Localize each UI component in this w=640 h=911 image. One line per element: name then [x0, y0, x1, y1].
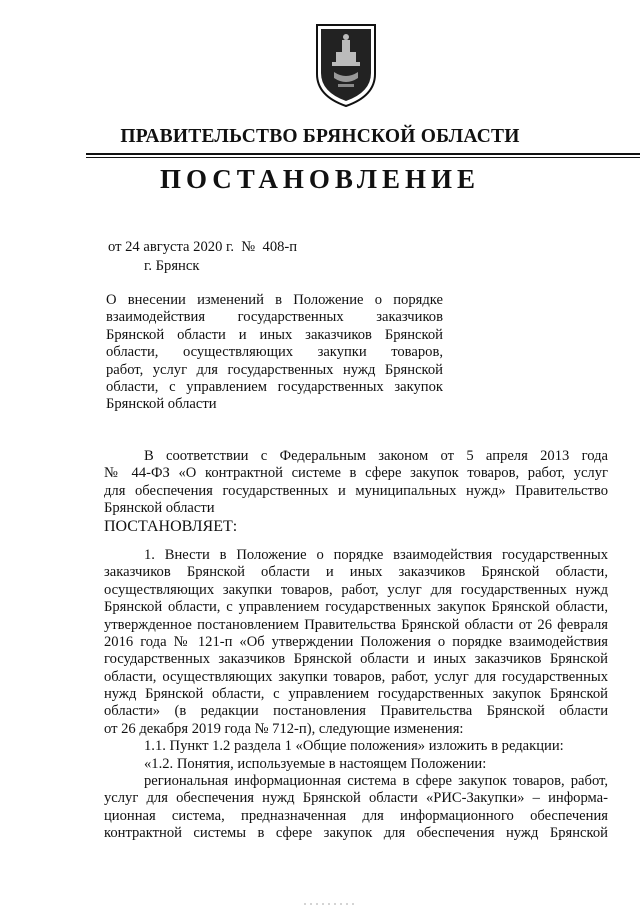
item-line: области, осуществляющих закупки товаров, работ, услуг для государственных: [104, 668, 608, 685]
item-line: 2016 года № 121-п «Об утверждении Положения о порядке взаимодействия: [104, 633, 608, 650]
subject-line: О внесении изменений в Положение о порядке: [106, 292, 443, 308]
coat-of-arms-icon: [314, 22, 378, 108]
item-line: осуществляющих закупки товаров, работ, услуг для государственных нужд: [104, 581, 608, 598]
subject-line: Брянской области: [106, 396, 217, 413]
preamble-line: для обеспечения государственных и муниципальных нужд» Правительство: [104, 482, 608, 499]
organization-title: ПРАВИТЕЛЬСТВО БРЯНСКОЙ ОБЛАСТИ: [120, 126, 520, 147]
header-rule-thick: [86, 153, 640, 155]
item-line: заказчиков Брянской области и иных заказчиков Брянской области,: [104, 564, 608, 581]
item-line: нужд Брянской области, с управлением государственных закупок Брянской: [104, 686, 608, 703]
subject-line: Брянской области и иных заказчиков Брянской: [106, 326, 443, 343]
preamble-line: В соответствии с Федеральным законом от 5 апреля 2013 года: [144, 448, 608, 464]
item-line: утвержденное постановлением Правительства Брянской области от 26 февраля: [104, 616, 608, 633]
resolves-heading: ПОСТАНОВЛЯЕТ:: [104, 517, 238, 535]
subject-line: взаимодействия государственных заказчиков: [106, 309, 443, 326]
preamble-line: Брянской области: [104, 500, 215, 517]
header-rule-thin: [86, 157, 640, 158]
date-number-line: от 24 августа 2020 г. № 408-п: [108, 239, 298, 255]
document-meta: [108, 238, 297, 276]
city-line: г. Брянск: [144, 258, 200, 274]
item-line: от 26 декабря 2019 года № 712-п), следующие изменения:: [104, 720, 464, 737]
item-line: области» (в редакции постановления Правительства Брянской области: [104, 703, 608, 720]
subject-line: работ, услуг для государственных нужд Брянской: [106, 361, 443, 378]
document-subject: [106, 291, 443, 413]
definition-line: ционная система, предназначенная для информационного обеспечения: [104, 807, 608, 824]
subitem-line: 1.1. Пункт 1.2 раздела 1 «Общие положения» изложить в редакции:: [144, 738, 564, 755]
subitem-line: «1.2. Понятия, используемые в настоящем Положении:: [144, 755, 487, 772]
preamble-line: № 44-ФЗ «О контрактной системе в сфере закупок товаров, работ, услуг: [104, 465, 608, 482]
subject-line: области, с управлением государственных закупок: [106, 378, 443, 395]
definition-line: региональная информационная система в сфере закупок товаров, работ,: [144, 773, 608, 790]
subject-line: области, осуществляющих закупки товаров,: [106, 344, 443, 361]
page-footer-mark: [300, 893, 360, 897]
document-type-title: ПОСТАНОВЛЕНИЕ: [159, 164, 481, 194]
item-line: 1. Внести в Положение о порядке взаимодействия государственных: [144, 546, 608, 563]
document-body: [104, 448, 608, 843]
item-line: государственных заказчиков Брянской области и иных заказчиков Брянской: [104, 651, 608, 668]
definition-line: контрактной системы в сфере закупок для обеспечения нужд Брянской: [104, 825, 608, 842]
definition-line: услуг для обеспечения нужд Брянской области «РИС-Закупки» – информа-: [104, 790, 608, 807]
item-line: Брянской области, с управлением государственных закупок Брянской области,: [104, 599, 608, 616]
